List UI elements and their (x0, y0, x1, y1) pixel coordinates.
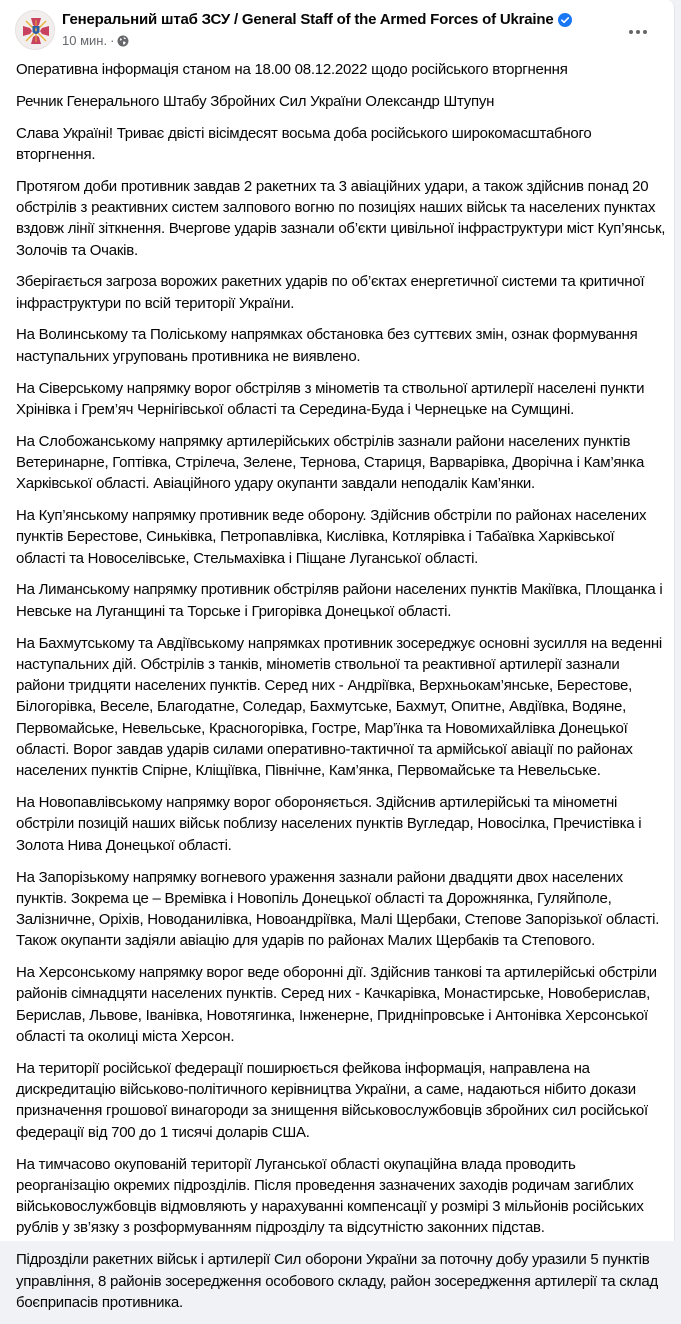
post-paragraph: Оперативна інформація станом на 18.00 08.12.2022 щодо російського вторгнення (16, 61, 568, 78)
author-line (62, 11, 572, 28)
more-dot (643, 30, 647, 34)
post-paragraph: Речник Генерального Штабу Збройних Сил України Олександр Штупун (16, 92, 495, 110)
post-paragraph: На Сіверському напрямку ворог обстріляв з мінометів та ствольної артилерії населені пункти Хрінівка і Грем’яч Чернігівської області та Середина-Буда і Чернецьке на Сумщині. (16, 379, 645, 418)
post-body (16, 59, 666, 1324)
post-timestamp[interactable]: 10 мин. (62, 33, 108, 48)
post-paragraph: На Лиманському напрямку противник обстріляв райони населених пунктів Макіївка, Площанка і Невське на Луганщині та Торське і Григорівка Донецької області. (16, 581, 663, 620)
post-paragraph: На Слобожанському напрямку артилерійських обстрілів зазнали райони населених пунктів Ветеринарне, Гоптівка, Стрілеча, Зелене, Тернова, Стариця, Варварівка, Дворічна і Кам’янка Харківської області. Авіаційного удару окупанти завдали неподалік Кам’янки. (16, 432, 645, 493)
post-paragraph: На Куп’янському напрямку противник веде оборону. Здійснив обстріли по районах населених пунктів Берестове, Синьківка, Петропавлівка, Кислівка, Котлярівка і Табаївка Харківської області та Новоселівське, Стельмахівка і Піщане Луганської області. (16, 507, 647, 567)
general-staff-emblem-icon (16, 11, 55, 50)
author-name[interactable]: Генеральний штаб ЗСУ / General Staff of the Armed Forces of Ukraine (62, 11, 554, 28)
post-header (0, 0, 674, 56)
globe-icon[interactable] (117, 35, 129, 47)
more-dot (636, 30, 640, 34)
meta-separator: · (110, 33, 115, 48)
post-paragraph: Слава Україні! Триває двісті вісімдесят восьма доба російського широкомасштабного вторгнення. (16, 124, 592, 163)
post-paragraph: Підрозділи ракетних військ і артилерії Сил оборони України за поточну добу уразили 5 пунктів управління, 8 районів зосередження особового складу, район зосередження артилерії та склад боєприпасів противника. (16, 1251, 659, 1311)
post-paragraph: Протягом доби противник завдав 2 ракетних та 3 авіаційних удари, а також здійснив понад 20 обстрілів з реактивних систем залпового вогню по позиціях наших військ та населених пунктах вздовж лінії зіткнення. Вчергове ударів зазнали об’єкти цивільної інфраструктури міст Куп’янськ, Золочів та Очаків. (16, 177, 666, 259)
post-meta (62, 33, 129, 48)
post-paragraph: На Новопавлівському напрямку ворог обороняється. Здійснив артилерійські та мінометні обстріли позицій наших військ поблизу населених пунктів Вугледар, Новосілка, Пречистівка і Золота Нива Донецької області. (16, 794, 642, 854)
post-paragraph: На території російської федерації поширюється фейкова інформація, направлена на дискредитацію військово-політичного керівництва України, а саме, надаються нібито докази призначення грошової винагороди за знищення військовослужбовців збройних сил російської федерації від 700 до 1 тисячі доларів США. (16, 1059, 648, 1141)
avatar[interactable] (15, 10, 55, 50)
post-paragraph: На Херсонському напрямку ворог веде оборонні дії. Здійснив танкові та артилерійські обстріли районів сімнадцяти населених пунктів. Серед них - Качкарівка, Монастирське, Новоберислав, Берислав, Львове, Іванівка, Новотягинка, Інженерне, Придніпровське і Антонівка Херсонської області та околиці міста Херсон. (16, 964, 657, 1046)
post-paragraph: На Волинському та Поліському напрямках обстановка без суттєвих змін, ознак формування наступальних угруповань противника не виявлено. (16, 326, 638, 365)
post-paragraph: На Бахмутському та Авдіївському напрямках противник зосереджує основні зусилля на веденні наступальних дій. Обстрілів з танків, мінометів ствольної та реактивної артилерії зазнали райони тридцяти населених пунктів. Серед них - Андріївка, Верхньокам’янське, Берестове, Білогорівка, Веселе, Благодатне, Соледар, Бахмутське, Бахмут, Опитне, Авдіївка, Водяне, Первомайське, Невельське, Красногорівка, Гостре, Мар’їнка та Новомихайлівка Донецької області. Ворог завдав ударів силами оперативно-тактичної та армійської авіації по районах населених пунктів Спірне, Кліщіївка, Північне, Кам’янка, Первомайське та Невельське. (16, 634, 663, 780)
post-paragraph: На Запорізькому напрямку вогневого ураження зазнали райони двадцяти двох населених пунктів. Зокрема це – Времівка і Новопіль Донецької області та Дорожнянка, Гуляйполе, Залізничне, Оріхів, Новоданилівка, Новоандріївка, Малі Щербаки, Степове Запорізької області. Також окупанти задіяли авіацію для ударів по районах Малих Щербаків та Степового. (16, 868, 660, 950)
post-paragraph: Зберігається загроза ворожих ракетних ударів по об’єктах енергетичної системи та критичної інфраструктури по всій території України. (16, 273, 645, 312)
more-options-button[interactable] (620, 22, 656, 42)
post-paragraph: На тимчасово окупованій території Луганської області окупаційна влада проводить реорганізацію окремих підрозділів. Після проведення зазначених заходів родичам загиблих військовослужбовців відмовляють у нарахуванні компенсації у розмірі 3 мільйонів російських рублів у зв’язку з розформуванням підрозділу та відсутністю законних підстав. (16, 1155, 644, 1237)
more-horizontal-icon (629, 30, 633, 34)
verified-badge-icon (558, 13, 572, 27)
